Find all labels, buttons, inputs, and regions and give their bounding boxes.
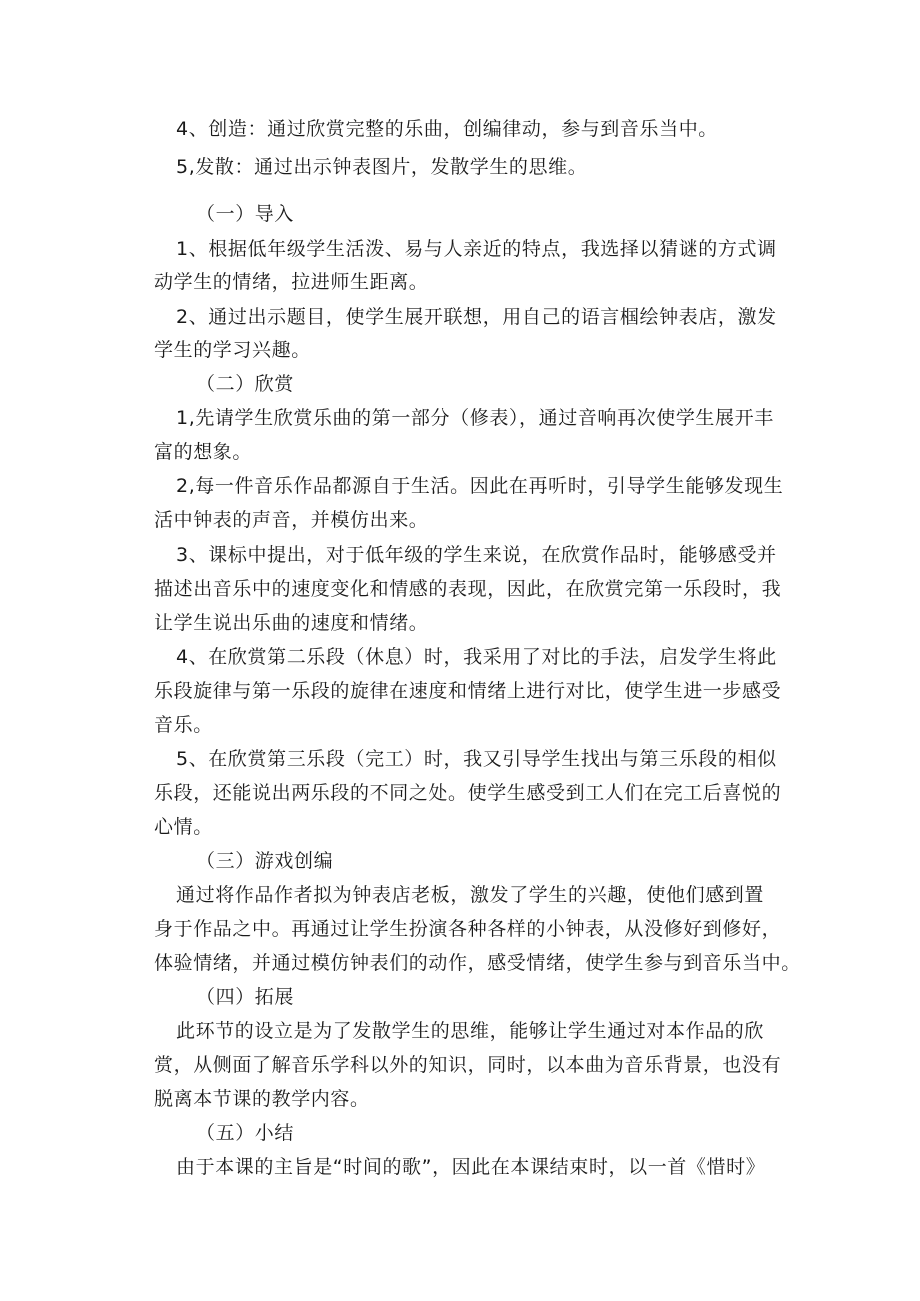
section-heading-appreciation: （二）欣赏	[196, 373, 295, 395]
paragraph-line: 赏，从侧面了解音乐学科以外的知识，同时，以本曲为音乐背景，也没有	[154, 1054, 782, 1076]
paragraph-line: 身于作品之中。再通过让学生扮演各种各样的小钟表，从没修好到修好，	[154, 918, 782, 940]
paragraph-line: 2、通过出示题目，使学生展开联想，用自己的语言椢绘钟表店，激发	[176, 306, 777, 328]
item-4-creation: 4、创造：通过欣赏完整的乐曲，创编律动，参与到音乐当中。	[176, 118, 718, 140]
paragraph-line: 富的想象。	[154, 441, 253, 463]
section-heading-summary: （五）小结	[196, 1122, 295, 1144]
paragraph-line: 由于本课的主旨是“时间的歌”，因此在本课结束时，以一首《惜时》	[176, 1156, 766, 1178]
paragraph-line: 乐段，还能说出两乐段的不同之处。使学生感受到工人们在完工后喜悦的	[154, 782, 782, 804]
paragraph-line: 2,每一件音乐作品都源自于生活。因此在再听时，引导学生能够发现生	[176, 475, 784, 497]
paragraph-line: 通过将作品作者拟为钟表店老板，激发了学生的兴趣，使他们感到置	[176, 884, 765, 906]
paragraph-line: 活中钟表的声音，并模仿出来。	[154, 509, 429, 531]
paragraph-line: 5、在欣赏第三乐段（完工）时，我又引导学生找出与第三乐段的相似	[176, 748, 777, 770]
paragraph-line: 体验情绪，并通过模仿钟表们的动作，感受情绪，使学生参与到音乐当中。	[154, 952, 801, 974]
paragraph-line: 乐段旋律与第一乐段的旋律在速度和情绪上进行对比，使学生进一步感受	[154, 680, 782, 702]
paragraph-line: 学生的学习兴趣。	[154, 339, 311, 361]
paragraph-line: 让学生说出乐曲的速度和情绪。	[154, 612, 429, 634]
paragraph-line: 3、课标中提出，对于低年级的学生来说，在欣赏作品时，能够感受并	[176, 544, 777, 566]
section-heading-game: （三）游戏创编	[196, 850, 334, 872]
paragraph-line: 此环节的设立是为了发散学生的思维，能够让学生通过对本作品的欣	[176, 1020, 765, 1042]
item-5-divergence: 5,发散：通过出示钟表图片，发散学生的思维。	[176, 156, 588, 178]
paragraph-line: 音乐。	[154, 714, 213, 736]
section-heading-intro: （一）导入	[196, 203, 295, 225]
paragraph-line: 动学生的情绪，拉进师生距离。	[154, 271, 429, 293]
paragraph-line: 4、在欣赏第二乐段（休息）时，我采用了对比的手法，启发学生将此	[176, 646, 777, 668]
paragraph-line: 心情。	[154, 816, 213, 838]
paragraph-line: 1,先请学生欣赏乐曲的第一部分（修表），通过音响再次使学生展开丰	[176, 407, 774, 429]
paragraph-line: 1、根据低年级学生活泼、易与人亲近的特点，我选择以猜谜的方式调	[176, 238, 777, 260]
section-heading-extension: （四）拓展	[196, 986, 295, 1008]
paragraph-line: 描述出音乐中的速度变化和情感的表现，因此，在欣赏完第一乐段时，我	[154, 578, 782, 600]
paragraph-line: 脱离本节课的教学内容。	[154, 1088, 370, 1110]
